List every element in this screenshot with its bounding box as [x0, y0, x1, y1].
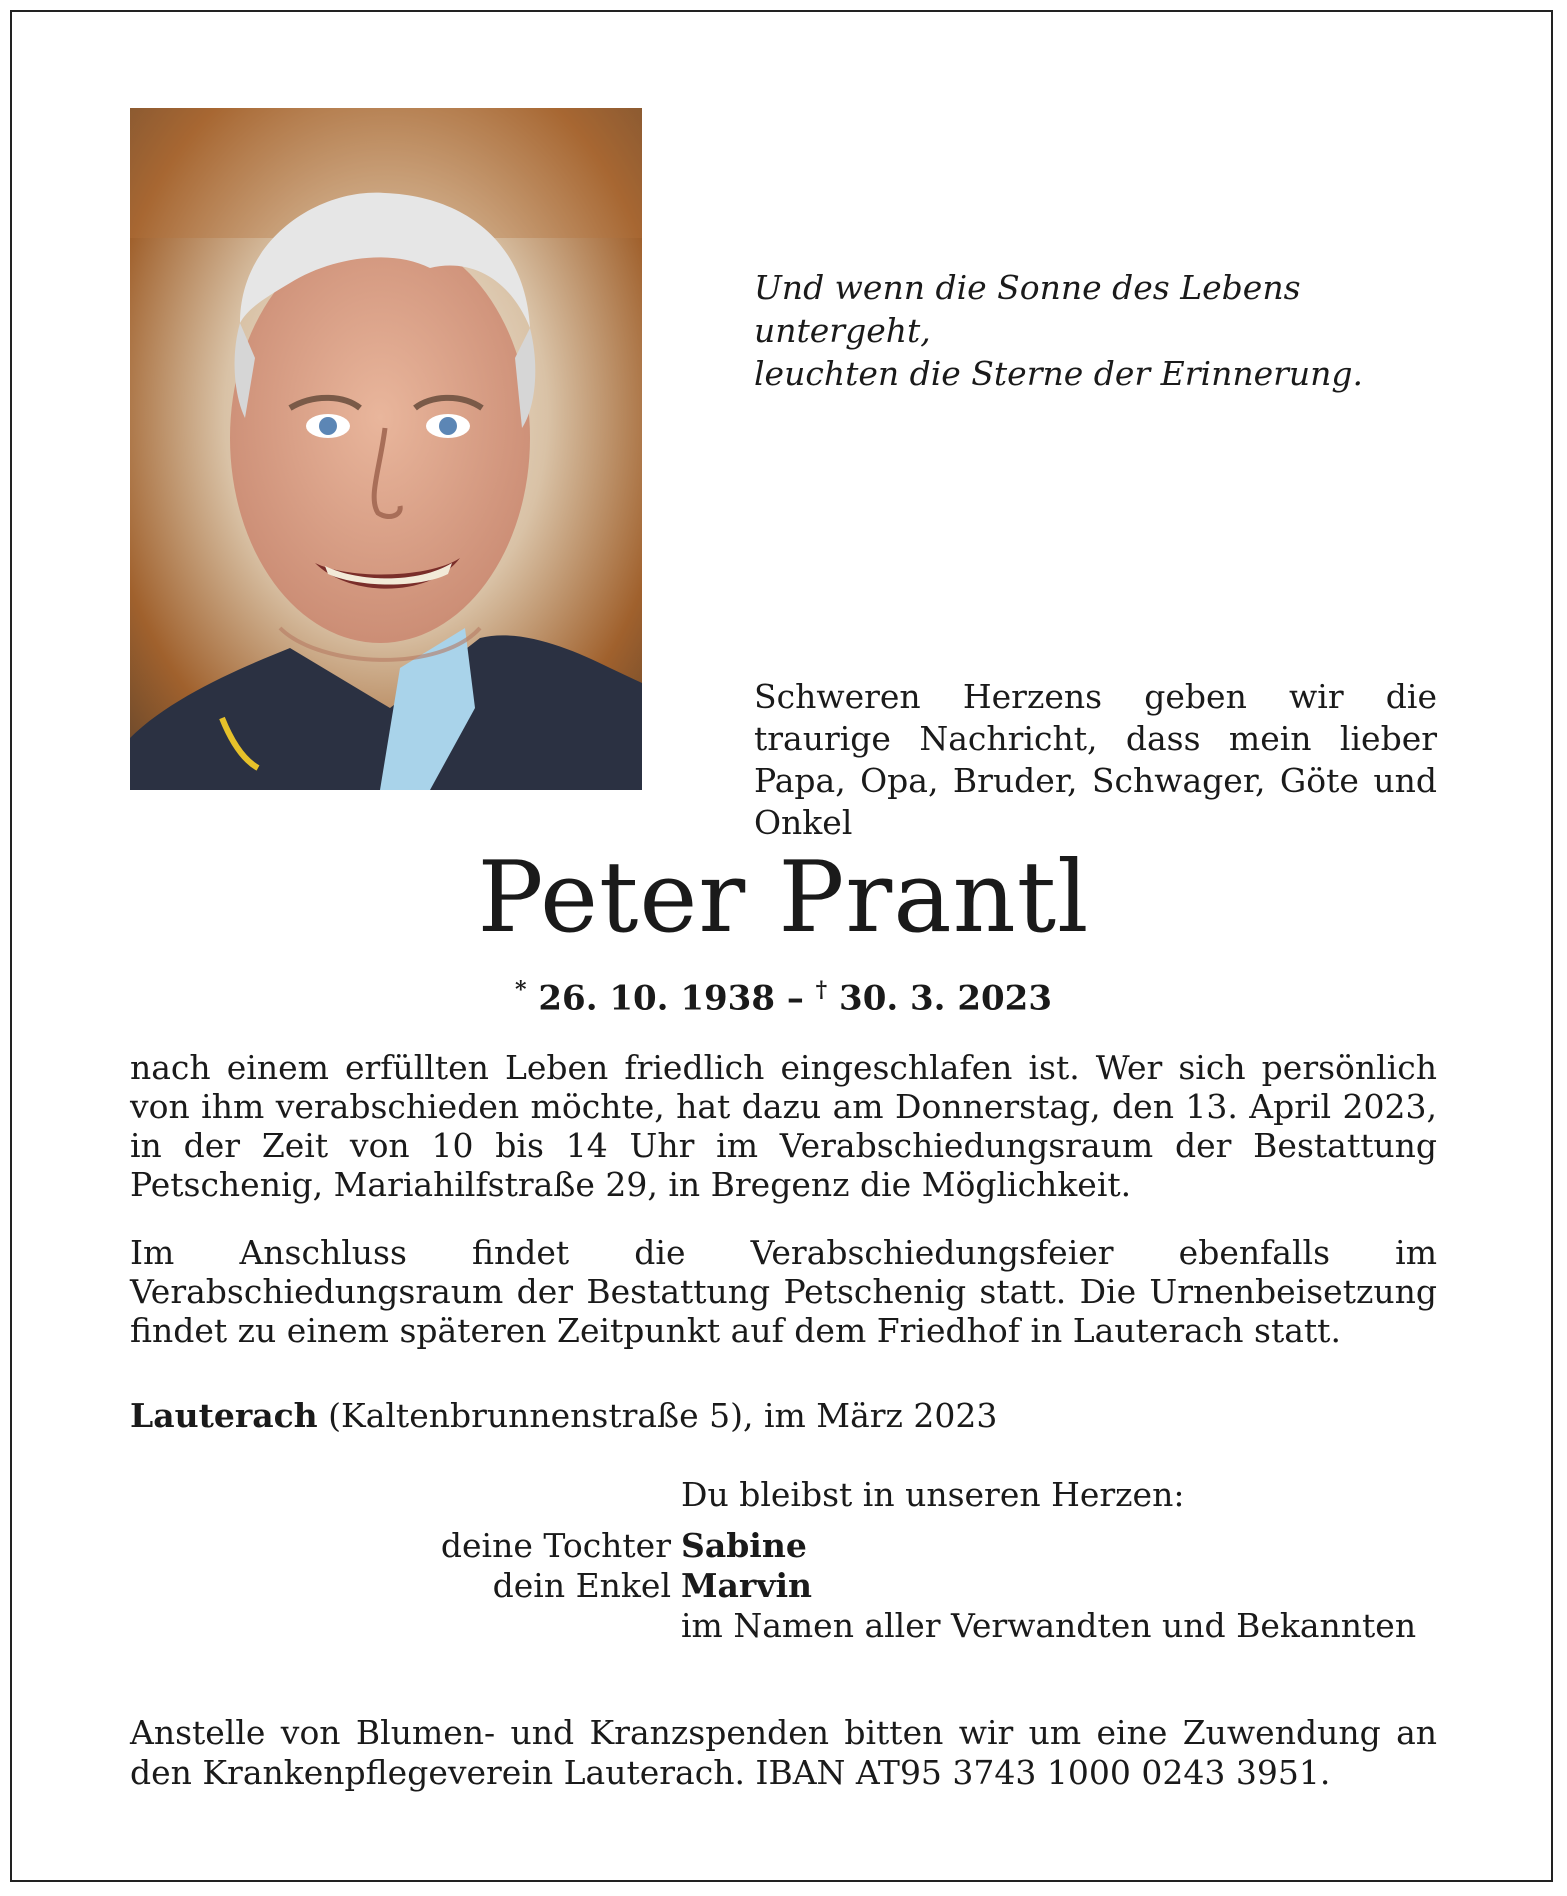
birth-symbol: *: [515, 977, 527, 1003]
ceremony-paragraph: Im Anschluss findet die Verabschiedungsfeier ebenfalls im Verabschiedungsraum der Bestattung Petschenig statt. Die Urnenbeisetzung findet zu einem späteren Zeitpunkt auf dem Friedhof in Lauterach statt.: [130, 1233, 1437, 1350]
motto-line-1: Und wenn die Sonne des Lebens untergeht,: [754, 268, 1301, 350]
place-details: (Kaltenbrunnenstraße 5), im März 2023: [328, 1396, 998, 1435]
donation-note: Anstelle von Blumen- und Kranzspenden bitten wir um eine Zuwendung an den Krankenpflegeverein Lauterach. IBAN AT95 3743 1000 0243 3951.: [130, 1713, 1437, 1792]
announcement-intro: Schweren Herzens geben wir die traurige Nachricht, dass mein lieber Papa, Opa, Bruder, Schwager, Göte und Onkel: [754, 677, 1437, 842]
death-symbol: †: [815, 977, 828, 1003]
farewell-paragraph: nach einem erfüllten Leben friedlich eingeschlafen ist. Wer sich persönlich von ihm verabschieden möchte, hat dazu am Donnerstag, den 13. April 2023, in der Zeit von 10 bis 14 Uhr im Verabschiedungsraum der Bestattung Petschenig, Mariahilfstraße 29, in Bregenz die Möglichkeit.: [130, 1048, 1437, 1204]
place-date-line: [130, 1396, 997, 1436]
life-dates: [0, 968, 1567, 1020]
mourner-relation: dein Enkel: [492, 1566, 671, 1605]
mourner-closing-row: [330, 1606, 1416, 1646]
mourner-row: [330, 1526, 1416, 1566]
mourner-name: Sabine: [681, 1526, 807, 1565]
date-separator: –: [786, 978, 804, 1019]
mourners-heading: Du bleibst in unseren Herzen:: [681, 1475, 1185, 1514]
birth-date: 26. 10. 1938: [538, 978, 775, 1019]
motto-line-2: leuchten die Sterne der Erinnerung.: [754, 354, 1364, 393]
deceased-name: Peter Prantl: [477, 841, 1090, 955]
mourner-row: [330, 1566, 1416, 1606]
mourner-closing: im Namen aller Verwandten und Bekannten: [681, 1606, 1417, 1645]
mourners-list: [330, 1526, 1416, 1646]
portrait-photo: [130, 108, 642, 790]
death-date: 30. 3. 2023: [839, 978, 1052, 1019]
motto-quote: [754, 266, 1454, 395]
mourner-relation: deine Tochter: [440, 1526, 671, 1565]
mourner-name: Marvin: [681, 1566, 813, 1605]
place-town: Lauterach: [130, 1396, 318, 1435]
